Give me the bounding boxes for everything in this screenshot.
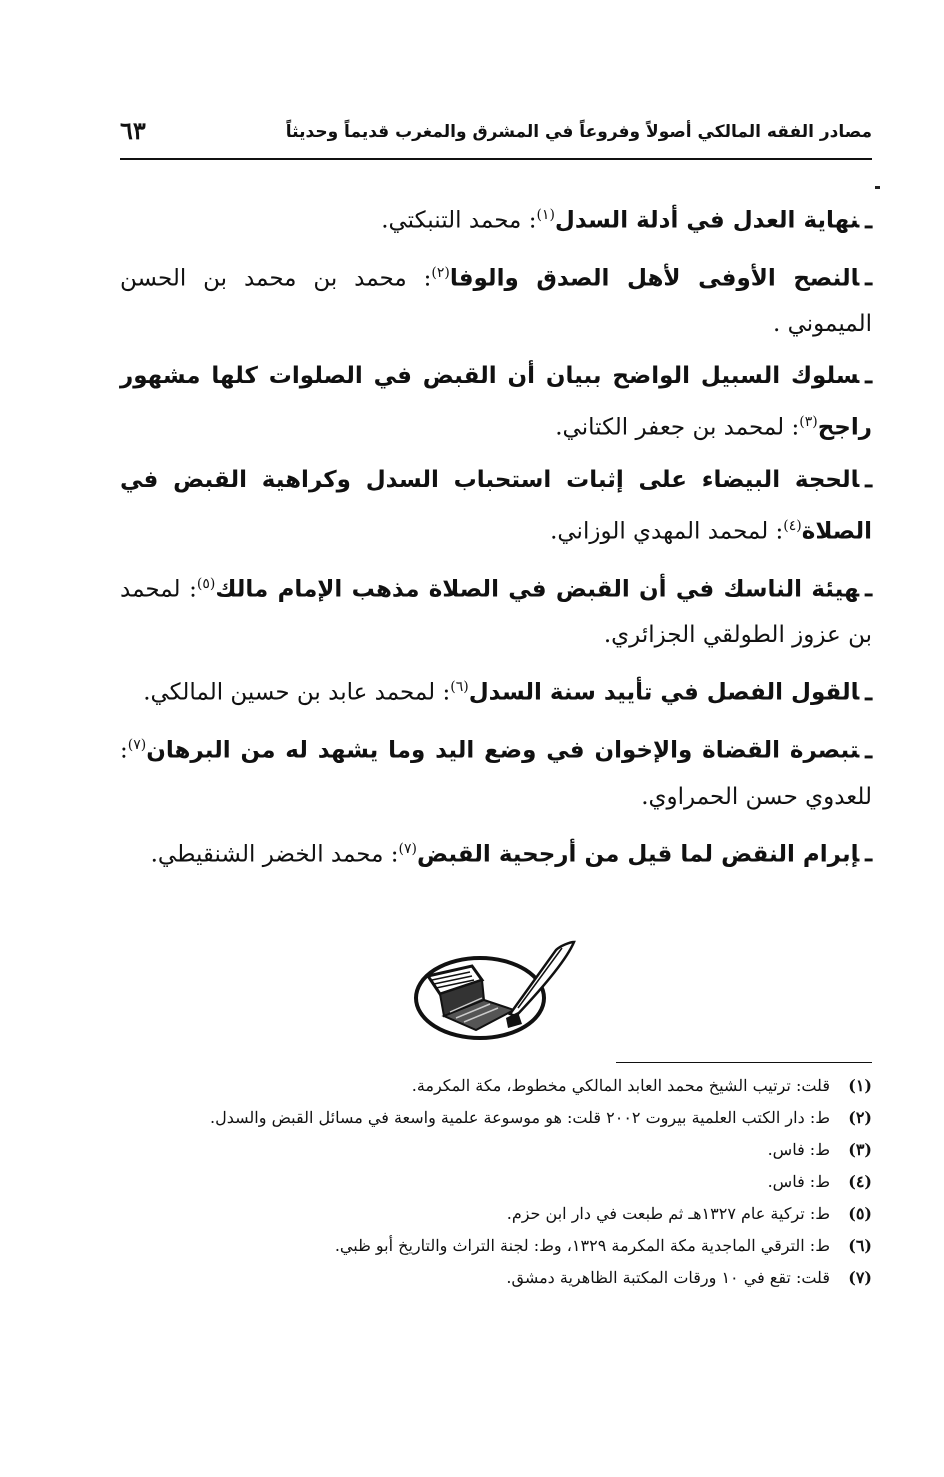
footnote-ref: (٢) [431, 264, 450, 281]
footnote-text: ط: دار الكتب العلمية بيروت ٢٠٠٢ قلت: هو موسوعة علمية واسعة في مسائل القبض والسدل. [210, 1108, 830, 1127]
footnote-ref: (٦) [450, 679, 469, 696]
footnote [120, 1230, 872, 1262]
footnote-text: قلت: تقع في ١٠ ورقات المكتبة الظاهرية دمشق. [506, 1268, 830, 1287]
footnote-number: (٣) [848, 1140, 872, 1159]
footnote-number: (٥) [848, 1204, 872, 1223]
entry-title: الحجة البيضاء على إثبات استحباب السدل وكراهية القبض في الصلاة [120, 466, 872, 545]
footnote-ref: (٧) [398, 840, 417, 857]
footnote [120, 1102, 872, 1134]
entry-title: القول الفصل في تأييد سنة السدل [468, 679, 860, 706]
footnote [120, 1262, 872, 1294]
footnote [120, 1166, 872, 1198]
footnote-number: (٢) [848, 1108, 872, 1127]
entry-author: : لمحمد عابد بن حسين المالكي. [143, 679, 451, 706]
header-rule [120, 158, 872, 160]
footnote [120, 1134, 872, 1166]
bibliography-list [120, 192, 872, 883]
list-item: ـتبصرة القضاة والإخوان في وضع اليد وما يشهد له من البرهان$^{(٧)}$: للعدوي حسن الحمراوي. [120, 736, 872, 810]
list-item: ـنهاية العدل في أدلة السدل$^{(١)}$: محمد التنبكتي. [381, 206, 872, 234]
list-item: ـإبرام النقض لما قيل من أرجحية القبض$^{(٧)}$: محمد الخضر الشنقيطي. [150, 840, 872, 868]
footnote-text: قلت: ترتيب الشيخ محمد العابد المالكي مخطوط، مكة المكرمة. [411, 1076, 830, 1095]
footnote-separator [616, 1062, 872, 1063]
footnote-text: ط: تركية عام ١٣٢٧هـ ثم طبعت في دار ابن حزم. [506, 1204, 830, 1223]
footnote-ref: (٧) [127, 736, 147, 753]
entry-author: : لمحمد بن جعفر الكتاني. [555, 414, 800, 441]
list-item: ـالحجة البيضاء على إثبات استحباب السدل وكراهية القبض في الصلاة$^{(٤)}$: لمحمد المهدي الوزاني. [120, 465, 872, 545]
footnote-text: ط: فاس. [767, 1140, 830, 1159]
entry-author: : محمد بن محمد بن الحسن الميموني . [120, 265, 872, 338]
footnote-number: (١) [848, 1076, 872, 1095]
entry-title: إبرام النقض لما قيل من أرجحية القبض [416, 841, 860, 868]
footnotes [120, 1070, 872, 1294]
entry-author: : لمحمد بن عزوز الطولقي الجزائري. [120, 576, 872, 649]
book-and-quill-icon [410, 936, 580, 1046]
footnote-number: (٧) [848, 1268, 872, 1287]
list-item: ـهيئة الناسك في أن القبض في الصلاة مذهب الإمام مالك$^{(٥)}$: لمحمد بن عزوز الطولقي الجزائري. [120, 575, 872, 649]
footnote-ref: (١) [536, 207, 555, 223]
entry-title: نهاية العدل في أدلة السدل [554, 207, 860, 234]
footnote-ref: (٤) [783, 517, 802, 534]
footnote-number: (٦) [848, 1236, 872, 1255]
footnote-ref: (٥) [196, 575, 216, 592]
footnote [120, 1070, 872, 1102]
list-item: ـالنصح الأوفى لأهل الصدق والوفا$^{(٢)}$: محمد بن محمد بن الحسن الميموني . [120, 264, 872, 338]
entry-author: : لمحمد المهدي الوزاني. [550, 518, 784, 545]
page-number: ٦٣ [120, 116, 146, 145]
running-header [120, 116, 872, 156]
entry-title: تبصرة القضاة والإخوان في وضع اليد وما يشهد له من البرهان [146, 737, 860, 764]
footnote-text: ط: فاس. [767, 1172, 830, 1191]
header-title: مصادر الفقه المالكي أصولاً وفروعاً في المشرق والمغرب قديماً وحديثاً [285, 122, 872, 142]
entry-author: : للعدوي حسن الحمراوي. [120, 737, 872, 810]
footnote-number: (٤) [848, 1172, 872, 1191]
list-item: ـسلوك السبيل الواضح ببيان أن القبض في الصلوات كلها مشهور راجح$^{(٣)}$: لمحمد بن جعفر الكتاني. [120, 362, 872, 441]
footnote-text: ط: الترقي الماجدية مكة المكرمة ١٣٢٩، وط: لجنة التراث والتاريخ أبو ظبي. [334, 1236, 830, 1255]
entry-author: : محمد الخضر الشنقيطي. [150, 841, 399, 868]
entry-title: سلوك السبيل الواضح ببيان أن القبض في الصلوات كلها مشهور راجح [120, 363, 872, 441]
entry-title: النصح الأوفى لأهل الصدق والوفا [449, 265, 860, 292]
footnote [120, 1198, 872, 1230]
stray-mark [875, 186, 880, 189]
footnote-ref: (٣) [799, 414, 818, 431]
entry-author: : محمد التنبكتي. [381, 207, 537, 234]
list-item: ـالقول الفصل في تأييد سنة السدل$^{(٦)}$: لمحمد عابد بن حسين المالكي. [143, 678, 872, 706]
entry-title: هيئة الناسك في أن القبض في الصلاة مذهب الإمام مالك [215, 576, 860, 603]
